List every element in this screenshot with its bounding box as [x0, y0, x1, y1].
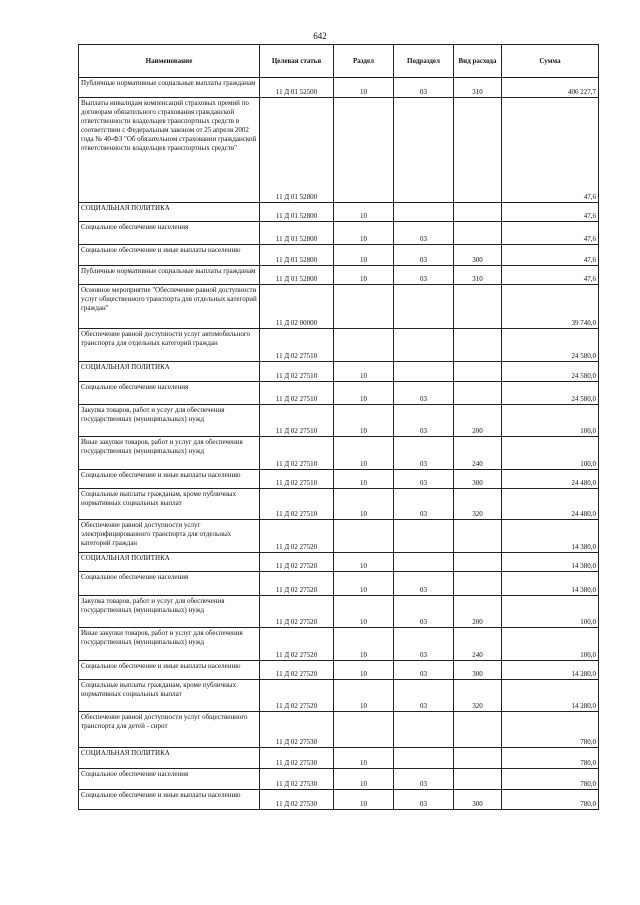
table-row [79, 405, 599, 437]
cell-subsection: 03 [394, 266, 454, 285]
cell-name: Иные закупки товаров, работ и услуг для обеспечения государственных (муниципальных) нужд [79, 437, 260, 470]
cell-code: 11 Д 02 27520 [260, 553, 334, 572]
cell-kind: 300 [454, 661, 502, 680]
cell-code: 11 Д 02 27510 [260, 489, 334, 520]
cell-kind: 320 [454, 680, 502, 712]
cell-code: 11 Д 02 27510 [260, 470, 334, 489]
cell-kind [454, 748, 502, 769]
table-body [79, 78, 599, 810]
header-row [79, 45, 599, 78]
table-row [79, 266, 599, 285]
cell-name: СОЦИАЛЬНАЯ ПОЛИТИКА [79, 748, 260, 769]
table-row [79, 790, 599, 810]
cell-sum: 47,6 [502, 203, 599, 222]
cell-kind [454, 362, 502, 382]
cell-section [334, 98, 394, 203]
cell-kind: 300 [454, 790, 502, 810]
cell-name: Иные закупки товаров, работ и услуг для обеспечения государственных (муниципальных) нужд [79, 628, 260, 661]
cell-kind [454, 203, 502, 222]
table-row [79, 680, 599, 712]
cell-name: Закупка товаров, работ и услуг для обеспечения государственных (муниципальных) нужд [79, 405, 260, 437]
cell-name: Социальное обеспечение населения [79, 769, 260, 790]
cell-name: Выплаты инвалидам компенсаций страховых премий по договорам обязательного страхования гражданской ответственности владельцев транспортных средств в соответствии с Федеральным законом от 25 апреля 2002 года № 40-ФЗ "Об обязательном страховании гражданской ответственности владельцев транспортных средств" [79, 98, 260, 203]
table-row [79, 489, 599, 520]
header-subsection: Подраздел [394, 45, 454, 78]
table-row [79, 628, 599, 661]
cell-code: 11 Д 01 52500 [260, 78, 334, 98]
cell-section: 10 [334, 470, 394, 489]
cell-section: 10 [334, 572, 394, 596]
header-section: Раздел [334, 45, 394, 78]
cell-subsection [394, 329, 454, 362]
cell-code: 11 Д 02 27520 [260, 661, 334, 680]
table-row [79, 596, 599, 628]
cell-sum: 100,0 [502, 596, 599, 628]
cell-kind [454, 553, 502, 572]
cell-subsection: 03 [394, 628, 454, 661]
table-row [79, 382, 599, 405]
table-row [79, 222, 599, 245]
cell-sum: 14 280,0 [502, 661, 599, 680]
cell-section: 10 [334, 405, 394, 437]
cell-name: Закупка товаров, работ и услуг для обеспечения государственных (муниципальных) нужд [79, 596, 260, 628]
cell-name: Обеспечение равной доступности услуг общественного транспорта для детей - сирот [79, 712, 260, 748]
cell-name: СОЦИАЛЬНАЯ ПОЛИТИКА [79, 203, 260, 222]
cell-sum: 14 380,0 [502, 553, 599, 572]
cell-section: 10 [334, 596, 394, 628]
cell-sum: 780,0 [502, 748, 599, 769]
cell-section: 10 [334, 437, 394, 470]
cell-name: Социальные выплаты гражданам, кроме публичных нормативных социальных выплат [79, 680, 260, 712]
cell-subsection: 03 [394, 489, 454, 520]
cell-name: Основное мероприятие "Обеспечение равной доступности услуг общественного транспорта для отдельных категорий граждан" [79, 285, 260, 329]
cell-subsection: 03 [394, 245, 454, 266]
cell-subsection: 03 [394, 437, 454, 470]
cell-sum: 780,0 [502, 712, 599, 748]
cell-section: 10 [334, 790, 394, 810]
cell-subsection [394, 362, 454, 382]
table-row [79, 78, 599, 98]
header-sum: Сумма [502, 45, 599, 78]
table-row [79, 362, 599, 382]
cell-kind: 310 [454, 266, 502, 285]
cell-sum: 47,6 [502, 222, 599, 245]
cell-code: 11 Д 02 27520 [260, 596, 334, 628]
cell-sum: 780,0 [502, 769, 599, 790]
cell-section [334, 285, 394, 329]
cell-kind: 200 [454, 405, 502, 437]
cell-subsection: 03 [394, 596, 454, 628]
cell-code: 11 Д 02 27510 [260, 405, 334, 437]
cell-subsection: 03 [394, 680, 454, 712]
cell-code: 11 Д 02 27530 [260, 769, 334, 790]
cell-kind [454, 769, 502, 790]
cell-subsection: 03 [394, 769, 454, 790]
budget-table [78, 44, 599, 810]
cell-subsection: 03 [394, 382, 454, 405]
header-code: Целевая статья [260, 45, 334, 78]
cell-name: Социальное обеспечение и иные выплаты населению [79, 245, 260, 266]
cell-subsection [394, 520, 454, 553]
cell-name: Публичные нормативные социальные выплаты гражданам [79, 266, 260, 285]
cell-subsection: 03 [394, 78, 454, 98]
cell-section [334, 520, 394, 553]
cell-kind: 200 [454, 596, 502, 628]
cell-section: 10 [334, 489, 394, 520]
header-name: Наименование [79, 45, 260, 78]
cell-name: Социальное обеспечение населения [79, 382, 260, 405]
cell-section: 10 [334, 553, 394, 572]
table-row [79, 203, 599, 222]
cell-kind [454, 520, 502, 553]
cell-code: 11 Д 02 27520 [260, 572, 334, 596]
cell-subsection [394, 285, 454, 329]
cell-subsection: 03 [394, 222, 454, 245]
cell-sum: 14 280,0 [502, 680, 599, 712]
cell-section: 10 [334, 382, 394, 405]
table-row [79, 572, 599, 596]
cell-name: Публичные нормативные социальные выплаты гражданам [79, 78, 260, 98]
cell-code: 11 Д 01 52800 [260, 266, 334, 285]
cell-code: 11 Д 02 27520 [260, 520, 334, 553]
cell-subsection [394, 203, 454, 222]
cell-code: 11 Д 02 27510 [260, 329, 334, 362]
cell-kind [454, 572, 502, 596]
cell-section [334, 329, 394, 362]
cell-section [334, 712, 394, 748]
cell-kind: 300 [454, 470, 502, 489]
cell-name: Социальные выплаты гражданам, кроме публичных нормативных социальных выплат [79, 489, 260, 520]
cell-subsection [394, 712, 454, 748]
cell-code: 11 Д 02 27510 [260, 382, 334, 405]
cell-name: Социальное обеспечение населения [79, 572, 260, 596]
cell-section: 10 [334, 661, 394, 680]
cell-kind: 240 [454, 437, 502, 470]
page-number: 642 [313, 31, 327, 41]
cell-name: Социальное обеспечение и иные выплаты населению [79, 661, 260, 680]
cell-name: СОЦИАЛЬНАЯ ПОЛИТИКА [79, 362, 260, 382]
cell-name: Обеспечение равной доступности услуг электрифицированного транспорта для отдельных категорий граждан [79, 520, 260, 553]
cell-subsection [394, 748, 454, 769]
cell-sum: 100,0 [502, 628, 599, 661]
table-row [79, 712, 599, 748]
table-row [79, 98, 599, 203]
cell-sum: 100,0 [502, 405, 599, 437]
cell-sum: 100,0 [502, 437, 599, 470]
cell-kind [454, 382, 502, 405]
cell-code: 11 Д 02 00000 [260, 285, 334, 329]
cell-code: 11 Д 02 27510 [260, 437, 334, 470]
cell-sum: 406 227,7 [502, 78, 599, 98]
cell-kind: 240 [454, 628, 502, 661]
cell-section: 10 [334, 78, 394, 98]
table-row [79, 661, 599, 680]
cell-code: 11 Д 02 27530 [260, 712, 334, 748]
cell-sum: 47,6 [502, 98, 599, 203]
cell-kind: 320 [454, 489, 502, 520]
cell-code: 11 Д 02 27530 [260, 748, 334, 769]
table-row [79, 285, 599, 329]
cell-code: 11 Д 01 52800 [260, 222, 334, 245]
cell-code: 11 Д 02 27510 [260, 362, 334, 382]
cell-sum: 780,0 [502, 790, 599, 810]
cell-sum: 47,6 [502, 266, 599, 285]
cell-section: 10 [334, 680, 394, 712]
cell-section: 10 [334, 748, 394, 769]
cell-name: Социальное обеспечение и иные выплаты населению [79, 790, 260, 810]
cell-kind [454, 98, 502, 203]
cell-subsection: 03 [394, 572, 454, 596]
cell-sum: 24 480,0 [502, 470, 599, 489]
cell-name: Обеспечение равной доступности услуг автомобильного транспорта для отдельных категорий граждан [79, 329, 260, 362]
cell-sum: 24 580,0 [502, 329, 599, 362]
cell-section: 10 [334, 769, 394, 790]
cell-code: 11 Д 02 27520 [260, 680, 334, 712]
table-row [79, 748, 599, 769]
cell-code: 11 Д 01 52800 [260, 98, 334, 203]
cell-code: 11 Д 01 52800 [260, 203, 334, 222]
cell-sum: 24 580,0 [502, 362, 599, 382]
cell-section: 10 [334, 362, 394, 382]
cell-sum: 24 580,0 [502, 382, 599, 405]
table-row [79, 769, 599, 790]
cell-kind: 310 [454, 78, 502, 98]
cell-name: Социальное обеспечение и иные выплаты населению [79, 470, 260, 489]
cell-section: 10 [334, 266, 394, 285]
table-row [79, 245, 599, 266]
table-row [79, 553, 599, 572]
cell-kind [454, 285, 502, 329]
cell-kind [454, 222, 502, 245]
cell-subsection [394, 553, 454, 572]
cell-name: Социальное обеспечение населения [79, 222, 260, 245]
table-row [79, 520, 599, 553]
cell-code: 11 Д 02 27530 [260, 790, 334, 810]
cell-section: 10 [334, 203, 394, 222]
cell-subsection: 03 [394, 790, 454, 810]
cell-subsection [394, 98, 454, 203]
table-row [79, 437, 599, 470]
cell-sum: 47,6 [502, 245, 599, 266]
cell-subsection: 03 [394, 661, 454, 680]
cell-subsection: 03 [394, 470, 454, 489]
cell-code: 11 Д 02 27520 [260, 628, 334, 661]
cell-kind [454, 329, 502, 362]
cell-name: СОЦИАЛЬНАЯ ПОЛИТИКА [79, 553, 260, 572]
table-row [79, 470, 599, 489]
cell-section: 10 [334, 222, 394, 245]
cell-sum: 14 380,0 [502, 520, 599, 553]
cell-subsection: 03 [394, 405, 454, 437]
cell-code: 11 Д 01 52800 [260, 245, 334, 266]
cell-kind [454, 712, 502, 748]
cell-sum: 24 480,0 [502, 489, 599, 520]
cell-section: 10 [334, 628, 394, 661]
cell-sum: 39 740,0 [502, 285, 599, 329]
cell-section: 10 [334, 245, 394, 266]
header-kind: Вид расхода [454, 45, 502, 78]
table-row [79, 329, 599, 362]
cell-kind: 300 [454, 245, 502, 266]
cell-sum: 14 380,0 [502, 572, 599, 596]
